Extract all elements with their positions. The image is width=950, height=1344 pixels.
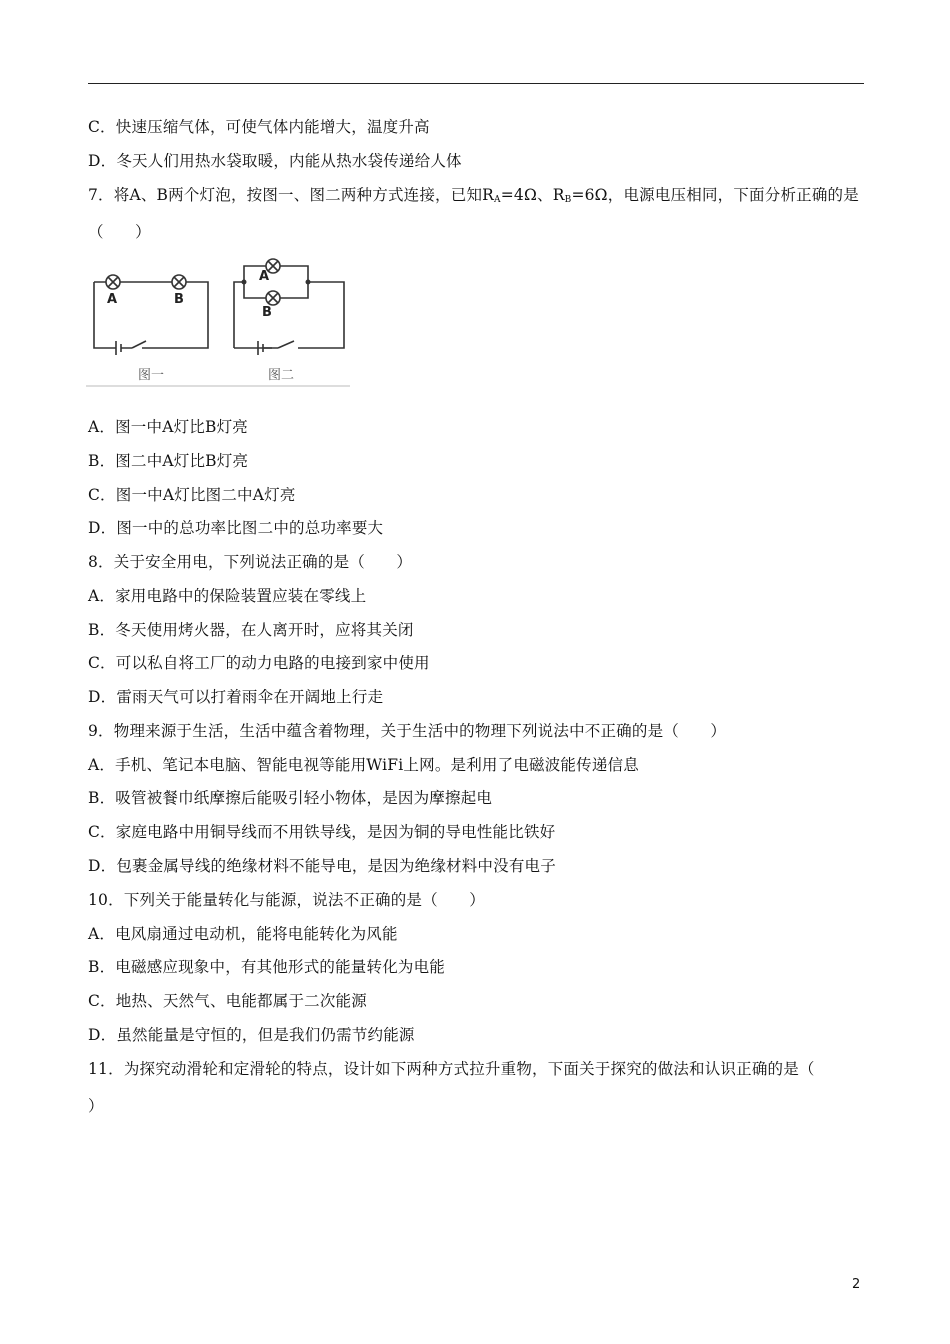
circuit1-battery xyxy=(116,341,121,355)
option-7b: B．图二中A灯比B灯亮 xyxy=(88,452,249,470)
option-10b: B．电磁感应现象中，有其他形式的能量转化为电能 xyxy=(88,958,445,976)
option-8b: B．冬天使用烤火器，在人离开时，应将其关闭 xyxy=(88,621,414,639)
option-6d: D．冬天人们用热水袋取暖，内能从热水袋传递给人体 xyxy=(88,152,462,170)
q7-text-pre: 7．将A、B两个灯泡，按图一、图二两种方式连接，已知R xyxy=(88,186,495,204)
header-rule xyxy=(88,83,864,84)
option-8d: D．雷雨天气可以打着雨伞在开阔地上行走 xyxy=(88,688,384,706)
q7-text-post: =6Ω，电源电压相同，下面分析正确的是 xyxy=(571,186,859,204)
circuit2-wires xyxy=(234,266,344,348)
option-7d: D．图一中的总功率比图二中的总功率要大 xyxy=(88,519,384,537)
question-10: 10．下列关于能量转化与能源，说法不正确的是（ ） xyxy=(88,891,485,909)
q7-sub-b: B xyxy=(564,195,572,205)
option-9c: C．家庭电路中用铜导线而不用铁导线，是因为铜的导电性能比铁好 xyxy=(88,823,556,841)
question-11: 11．为探究动滑轮和定滑轮的特点，设计如下两种方式拉升重物，下面关于探究的做法和认识正确的是（ xyxy=(88,1060,815,1078)
option-10d: D．虽然能量是守恒的，但是我们仍需节约能源 xyxy=(88,1026,415,1044)
caption-figure1: 图一 xyxy=(138,368,165,383)
label-b2: B xyxy=(262,305,272,320)
circuit1-switch xyxy=(121,341,146,348)
circuit-figure xyxy=(86,252,352,388)
option-9d: D．包裹金属导线的绝缘材料不能导电，是因为绝缘材料中没有电子 xyxy=(88,857,556,875)
page-number: 2 xyxy=(852,1277,861,1292)
option-7c: C．图一中A灯比图二中A灯亮 xyxy=(88,486,296,504)
label-b1: B xyxy=(174,292,184,307)
label-a1: A xyxy=(107,292,118,307)
option-8c: C．可以私自将工厂的动力电路的电接到家中使用 xyxy=(88,654,430,672)
option-9b: B．吸管被餐巾纸摩擦后能吸引轻小物体，是因为摩擦起电 xyxy=(88,789,493,807)
question-8: 8．关于安全用电，下列说法正确的是（ ） xyxy=(88,553,413,571)
question-7 xyxy=(88,185,859,210)
option-7a: A．图一中A灯比B灯亮 xyxy=(88,418,248,436)
question-9: 9．物理来源于生活，生活中蕴含着物理，关于生活中的物理下列说法中不正确的是（ ） xyxy=(88,722,727,740)
caption-figure2: 图二 xyxy=(268,368,295,383)
circuit2-switch xyxy=(263,341,294,348)
label-a2: A xyxy=(259,269,270,284)
option-10a: A．电风扇通过电动机，能将电能转化为风能 xyxy=(88,925,398,943)
option-8a: A．家用电路中的保险装置应装在零线上 xyxy=(88,587,367,605)
question-11-cont: ） xyxy=(88,1097,104,1115)
option-9a: A．手机、笔记本电脑、智能电视等能用WiFi上网。是利用了电磁波能传递信息 xyxy=(88,756,639,774)
option-10c: C．地热、天然气、电能都属于二次能源 xyxy=(88,992,367,1010)
option-6c: C．快速压缩气体，可使气体内能增大，温度升高 xyxy=(88,118,430,136)
q7-sub-a: A xyxy=(494,195,501,205)
q7-text-mid: =4Ω、R xyxy=(500,186,565,204)
question-7-paren: （ ） xyxy=(88,223,151,241)
